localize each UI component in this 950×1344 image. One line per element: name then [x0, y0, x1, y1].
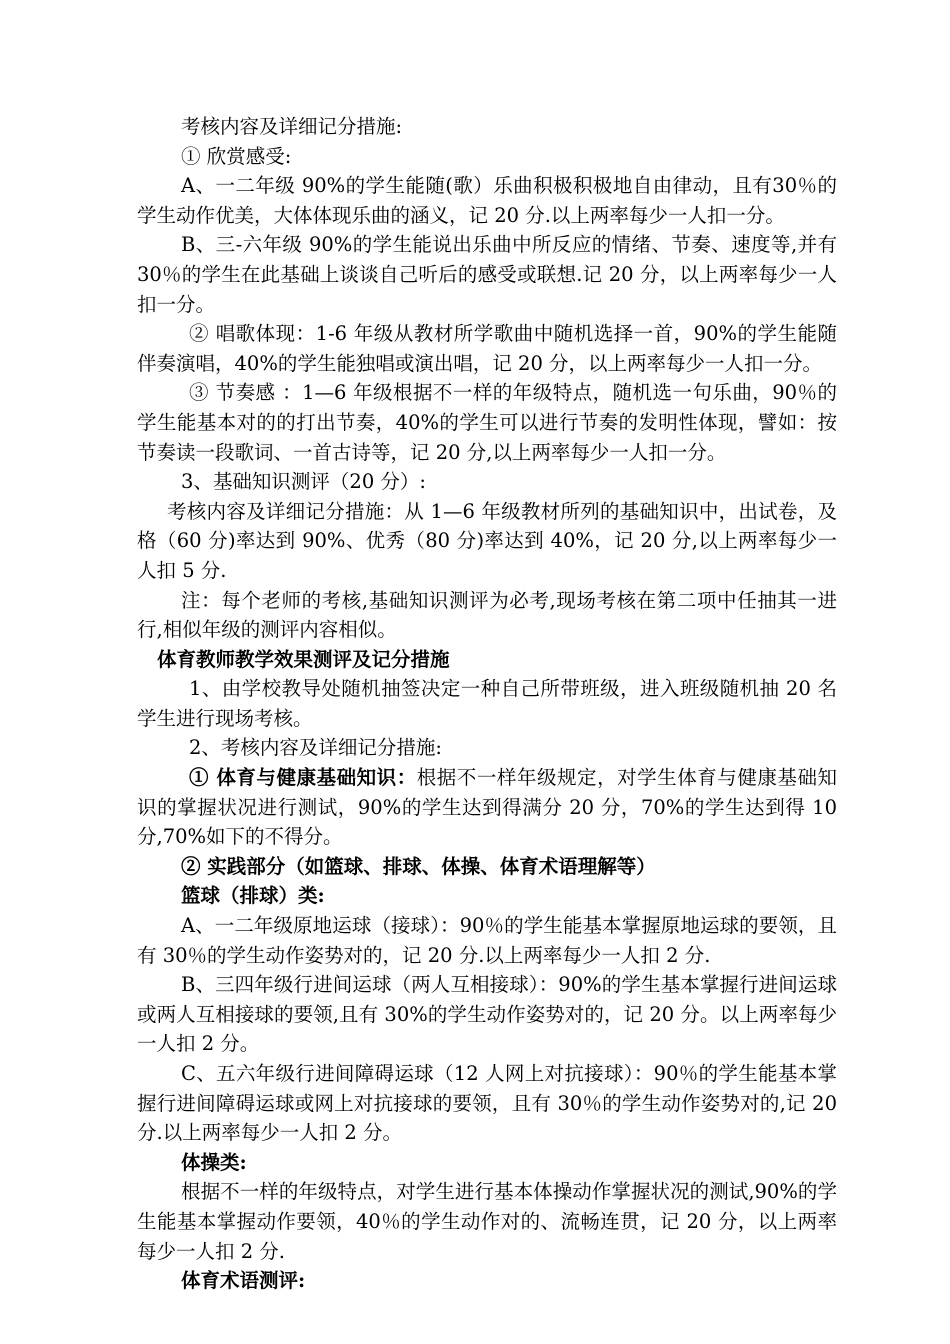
paragraph-assessment-heading: 考核内容及详细记分措施: — [181, 115, 403, 138]
paragraph-basic-knowledge-heading: 3、基础知识测评（20 分）: — [181, 470, 426, 494]
paragraph-basketball-b: B、三四年级行进间运球（两人互相接球）：90%的学生基本掌握行进间运球或两人互相接球的要领,且有 30%的学生动作姿势对的，记 20 分。以上两率每少一人扣 2 分。 — [137, 973, 837, 1056]
paragraph-rhythm: ③ 节奏感 ：1—6 年级根据不一样的年级特点，随机选一句乐曲，90％的学生能基本对的的打出节奏，40%的学生可以进行节奏的发明性体现，譬如：按节奏读一段歌词、一首古诗等，记 20 分,以上两率每少一人扣一分。 — [137, 381, 837, 464]
paragraph-basic-knowledge: 考核内容及详细记分措施：从 1—6 年级教材所列的基础知识中，出试卷，及格（60 分)率达到 90%、优秀（80 分)率达到 40%，记 20 分,以上两率每少一人扣 5 分. — [137, 499, 837, 582]
paragraph-grade-3-6: B、三-六年级 90%的学生能说出乐曲中所反应的情绪、节奏、速度等,并有 30％的学生在此基础上谈谈自己听后的感受或联想.记 20 分，以上两率每少一人扣一分。 — [137, 233, 837, 316]
paragraph-terminology-heading: 体育术语测评: — [181, 1269, 306, 1293]
paragraph-gymnastics-heading: 体操类: — [181, 1150, 247, 1174]
paragraph-pe-step-2: 2、考核内容及详细记分措施: — [189, 736, 442, 760]
paragraph-singing: ② 唱歌体现：1-6 年级从教材所学歌曲中随机选择一首，90%的学生能随伴奏演唱，40%的学生能独唱或演出唱，记 20 分，以上两率每少一人扣一分。 — [137, 322, 837, 375]
paragraph-pe-step-1: 1、由学校教导处随机抽签决定一种自己所带班级，进入班级随机抽 20 名学生进行现场考核。 — [137, 677, 837, 730]
pe-health-knowledge-text: 根据不一样年级规定，对学生体育与健康基础知识的掌握状况进行测试，90%的学生达到得满分 20 分，70%的学生达到得 10 分,70%如下的不得分。 — [137, 766, 837, 849]
document-body — [137, 112, 837, 1296]
section-title-pe: 体育教师教学效果测评及记分措施 — [157, 647, 450, 671]
paragraph-grade-1-2: A、一二年级 90%的学生能随(歌）乐曲积极积极地自由律动，且有30％的学生动作优美，大体体现乐曲的涵义，记 20 分.以上两率每少一人扣一分。 — [137, 174, 837, 227]
paragraph-practice-heading: ② 实践部分（如篮球、排球、体操、体育术语理解等） — [181, 854, 656, 878]
paragraph-pe-health-knowledge — [137, 763, 837, 852]
paragraph-gymnastics: 根据不一样的年级特点，对学生进行基本体操动作掌握状况的测试,90%的学生能基本掌握动作要领，40％的学生动作对的、流畅连贯，记 20 分，以上两率每少一人扣 2 分. — [137, 1180, 837, 1263]
paragraph-basketball-heading: 篮球（排球）类: — [181, 884, 325, 908]
pe-health-knowledge-label: ① 体育与健康基础知识： — [189, 766, 417, 790]
paragraph-note: 注：每个老师的考核,基础知识测评为必考,现场考核在第二项中任抽其一进行,相似年级的测评内容相似。 — [137, 588, 837, 642]
paragraph-basketball-a: A、一二年级原地运球（接球）：90％的学生能基本掌握原地运球的要领，且有 30％的学生动作姿势对的，记 20 分.以上两率每少一人扣 2 分. — [137, 914, 837, 967]
paragraph-appreciation: ① 欣赏感受: — [181, 144, 292, 168]
paragraph-basketball-c: C、五六年级行进间障碍运球（12 人网上对抗接球）：90％的学生能基本掌握行进间障碍运球或网上对抗接球的要领，且有 30％的学生动作姿势对的,记 20 分.以上两率每少一人扣 2 分。 — [137, 1062, 837, 1145]
